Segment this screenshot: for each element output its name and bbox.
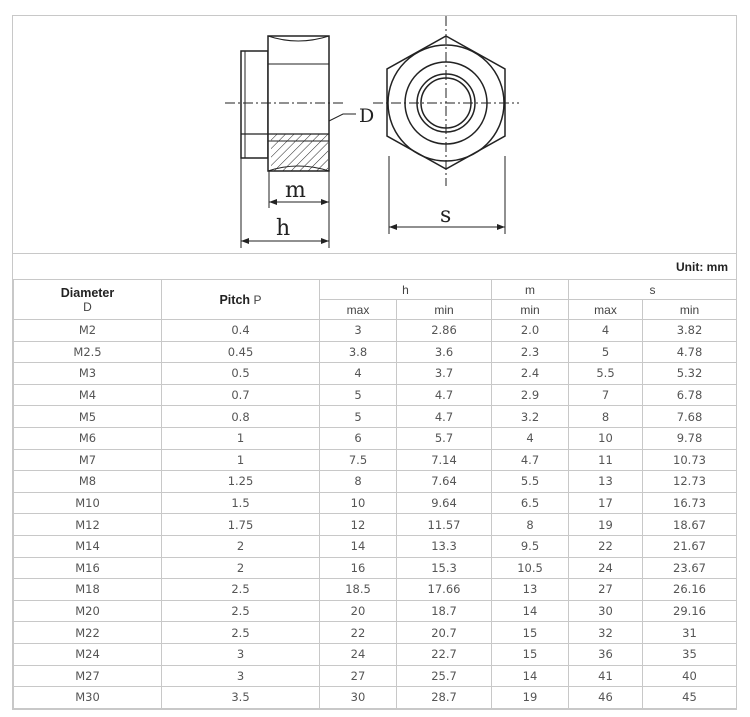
cell-s-min: 5.32	[643, 363, 737, 385]
cell-h-min: 4.7	[397, 384, 492, 406]
cell-h-max: 3	[320, 320, 397, 342]
cell-s-max: 17	[569, 492, 643, 514]
cell-s-min: 16.73	[643, 492, 737, 514]
cell-h-min: 13.3	[397, 535, 492, 557]
cell-s-min: 7.68	[643, 406, 737, 428]
cell-s-min: 18.67	[643, 514, 737, 536]
cell-m-min: 2.4	[492, 363, 569, 385]
cell-s-max: 27	[569, 579, 643, 601]
cell-m-min: 15	[492, 643, 569, 665]
table-row	[14, 535, 737, 557]
dimension-table	[13, 279, 737, 709]
cell-h-min: 3.7	[397, 363, 492, 385]
cell-s-max: 13	[569, 471, 643, 493]
cell-s-max: 32	[569, 622, 643, 644]
cell-diameter: M4	[14, 384, 162, 406]
spec-sheet	[12, 15, 737, 710]
label-D: D	[359, 105, 375, 127]
cell-h-max: 8	[320, 471, 397, 493]
cell-pitch: 3.5	[162, 687, 320, 709]
cell-h-min: 7.64	[397, 471, 492, 493]
cell-diameter: M6	[14, 427, 162, 449]
cell-h-min: 4.7	[397, 406, 492, 428]
cell-s-min: 40	[643, 665, 737, 687]
cell-s-min: 35	[643, 643, 737, 665]
cell-s-min: 12.73	[643, 471, 737, 493]
unit-label: Unit: mm	[676, 260, 728, 274]
table-body	[14, 320, 737, 709]
s-min-header: min	[643, 300, 737, 320]
cell-m-min: 5.5	[492, 471, 569, 493]
cell-h-max: 16	[320, 557, 397, 579]
cell-diameter: M3	[14, 363, 162, 385]
cell-h-max: 10	[320, 492, 397, 514]
cell-h-max: 30	[320, 687, 397, 709]
cell-s-min: 29.16	[643, 600, 737, 622]
table-row	[14, 471, 737, 493]
label-h: h	[276, 216, 291, 241]
cell-diameter: M27	[14, 665, 162, 687]
cell-pitch: 2.5	[162, 600, 320, 622]
cell-h-min: 9.64	[397, 492, 492, 514]
cell-diameter: M16	[14, 557, 162, 579]
cell-s-min: 10.73	[643, 449, 737, 471]
cell-h-min: 2.86	[397, 320, 492, 342]
label-s: s	[440, 203, 452, 228]
cell-s-max: 7	[569, 384, 643, 406]
cell-s-max: 5	[569, 341, 643, 363]
cell-diameter: M20	[14, 600, 162, 622]
cell-s-min: 6.78	[643, 384, 737, 406]
cell-s-max: 22	[569, 535, 643, 557]
cell-h-max: 18.5	[320, 579, 397, 601]
cell-s-max: 5.5	[569, 363, 643, 385]
cell-pitch: 3	[162, 665, 320, 687]
col-m-header: m	[492, 280, 569, 300]
cell-h-max: 27	[320, 665, 397, 687]
col-diameter-header	[14, 280, 162, 320]
cell-s-max: 4	[569, 320, 643, 342]
table-row	[14, 363, 737, 385]
cell-s-max: 24	[569, 557, 643, 579]
cell-pitch: 1	[162, 449, 320, 471]
cell-pitch: 0.7	[162, 384, 320, 406]
m-min-header: min	[492, 300, 569, 320]
cell-s-max: 41	[569, 665, 643, 687]
table-row	[14, 643, 737, 665]
cell-diameter: M2	[14, 320, 162, 342]
cell-s-max: 8	[569, 406, 643, 428]
h-min-header: min	[397, 300, 492, 320]
label-m: m	[285, 178, 306, 203]
table-row	[14, 687, 737, 709]
diameter-heading: Diameter	[60, 285, 115, 300]
cell-h-min: 11.57	[397, 514, 492, 536]
cell-diameter: M22	[14, 622, 162, 644]
cell-pitch: 2	[162, 535, 320, 557]
cell-diameter: M2.5	[14, 341, 162, 363]
cell-m-min: 2.9	[492, 384, 569, 406]
cell-h-min: 15.3	[397, 557, 492, 579]
cell-pitch: 0.45	[162, 341, 320, 363]
table-row	[14, 579, 737, 601]
cell-pitch: 2.5	[162, 579, 320, 601]
table-row	[14, 514, 737, 536]
cell-diameter: M7	[14, 449, 162, 471]
cell-pitch: 0.4	[162, 320, 320, 342]
table-row	[14, 320, 737, 342]
cell-diameter: M18	[14, 579, 162, 601]
cell-pitch: 1	[162, 427, 320, 449]
cell-s-min: 26.16	[643, 579, 737, 601]
cell-diameter: M8	[14, 471, 162, 493]
cell-h-min: 17.66	[397, 579, 492, 601]
cell-s-min: 45	[643, 687, 737, 709]
cell-m-min: 15	[492, 622, 569, 644]
h-max-header: max	[320, 300, 397, 320]
cell-s-max: 46	[569, 687, 643, 709]
cell-h-max: 4	[320, 363, 397, 385]
cell-s-min: 4.78	[643, 341, 737, 363]
table-row	[14, 665, 737, 687]
cell-m-min: 2.3	[492, 341, 569, 363]
cell-s-min: 3.82	[643, 320, 737, 342]
cell-s-max: 30	[569, 600, 643, 622]
cell-m-min: 6.5	[492, 492, 569, 514]
cell-h-min: 28.7	[397, 687, 492, 709]
cell-m-min: 4.7	[492, 449, 569, 471]
cell-h-min: 25.7	[397, 665, 492, 687]
cell-diameter: M30	[14, 687, 162, 709]
cell-h-min: 7.14	[397, 449, 492, 471]
cell-pitch: 1.75	[162, 514, 320, 536]
cell-pitch: 0.5	[162, 363, 320, 385]
cell-h-min: 20.7	[397, 622, 492, 644]
s-max-header: max	[569, 300, 643, 320]
cell-m-min: 13	[492, 579, 569, 601]
cell-h-max: 7.5	[320, 449, 397, 471]
cell-s-min: 21.67	[643, 535, 737, 557]
col-s-header: s	[569, 280, 737, 300]
cell-h-max: 5	[320, 406, 397, 428]
cell-h-max: 6	[320, 427, 397, 449]
cell-m-min: 10.5	[492, 557, 569, 579]
cell-pitch: 2	[162, 557, 320, 579]
table-row	[14, 492, 737, 514]
pitch-heading: Pitch	[219, 292, 251, 307]
cell-h-max: 22	[320, 622, 397, 644]
cell-pitch: 1.5	[162, 492, 320, 514]
cell-m-min: 9.5	[492, 535, 569, 557]
cell-h-max: 3.8	[320, 341, 397, 363]
cell-h-min: 22.7	[397, 643, 492, 665]
cell-s-min: 31	[643, 622, 737, 644]
table-row	[14, 622, 737, 644]
cell-m-min: 3.2	[492, 406, 569, 428]
cell-pitch: 0.8	[162, 406, 320, 428]
table-row	[14, 406, 737, 428]
table-row	[14, 449, 737, 471]
table-row	[14, 600, 737, 622]
cell-s-max: 36	[569, 643, 643, 665]
cell-h-max: 5	[320, 384, 397, 406]
table-row	[14, 557, 737, 579]
cell-h-min: 18.7	[397, 600, 492, 622]
cell-s-min: 9.78	[643, 427, 737, 449]
cell-s-min: 23.67	[643, 557, 737, 579]
cell-pitch: 2.5	[162, 622, 320, 644]
cell-h-min: 5.7	[397, 427, 492, 449]
cell-pitch: 1.25	[162, 471, 320, 493]
diameter-symbol: D	[83, 299, 92, 314]
nylon-lock-nut-drawing	[13, 16, 736, 251]
cell-diameter: M14	[14, 535, 162, 557]
table-row	[14, 341, 737, 363]
table-row	[14, 384, 737, 406]
cell-diameter: M24	[14, 643, 162, 665]
cell-m-min: 19	[492, 687, 569, 709]
table-header	[14, 280, 737, 320]
side-view	[225, 36, 356, 248]
pitch-symbol: P	[253, 292, 262, 307]
cell-s-max: 19	[569, 514, 643, 536]
cell-diameter: M12	[14, 514, 162, 536]
table-row	[14, 427, 737, 449]
cell-s-max: 11	[569, 449, 643, 471]
cell-h-min: 3.6	[397, 341, 492, 363]
col-pitch-header	[162, 280, 320, 320]
cell-h-max: 12	[320, 514, 397, 536]
cell-m-min: 2.0	[492, 320, 569, 342]
top-view	[373, 16, 519, 234]
cell-h-max: 14	[320, 535, 397, 557]
cell-m-min: 4	[492, 427, 569, 449]
cell-diameter: M5	[14, 406, 162, 428]
cell-s-max: 10	[569, 427, 643, 449]
cell-pitch: 3	[162, 643, 320, 665]
col-h-header: h	[320, 280, 492, 300]
cell-m-min: 14	[492, 600, 569, 622]
cell-m-min: 8	[492, 514, 569, 536]
cell-h-max: 20	[320, 600, 397, 622]
cell-m-min: 14	[492, 665, 569, 687]
cell-h-max: 24	[320, 643, 397, 665]
unit-row	[13, 253, 736, 279]
cell-diameter: M10	[14, 492, 162, 514]
